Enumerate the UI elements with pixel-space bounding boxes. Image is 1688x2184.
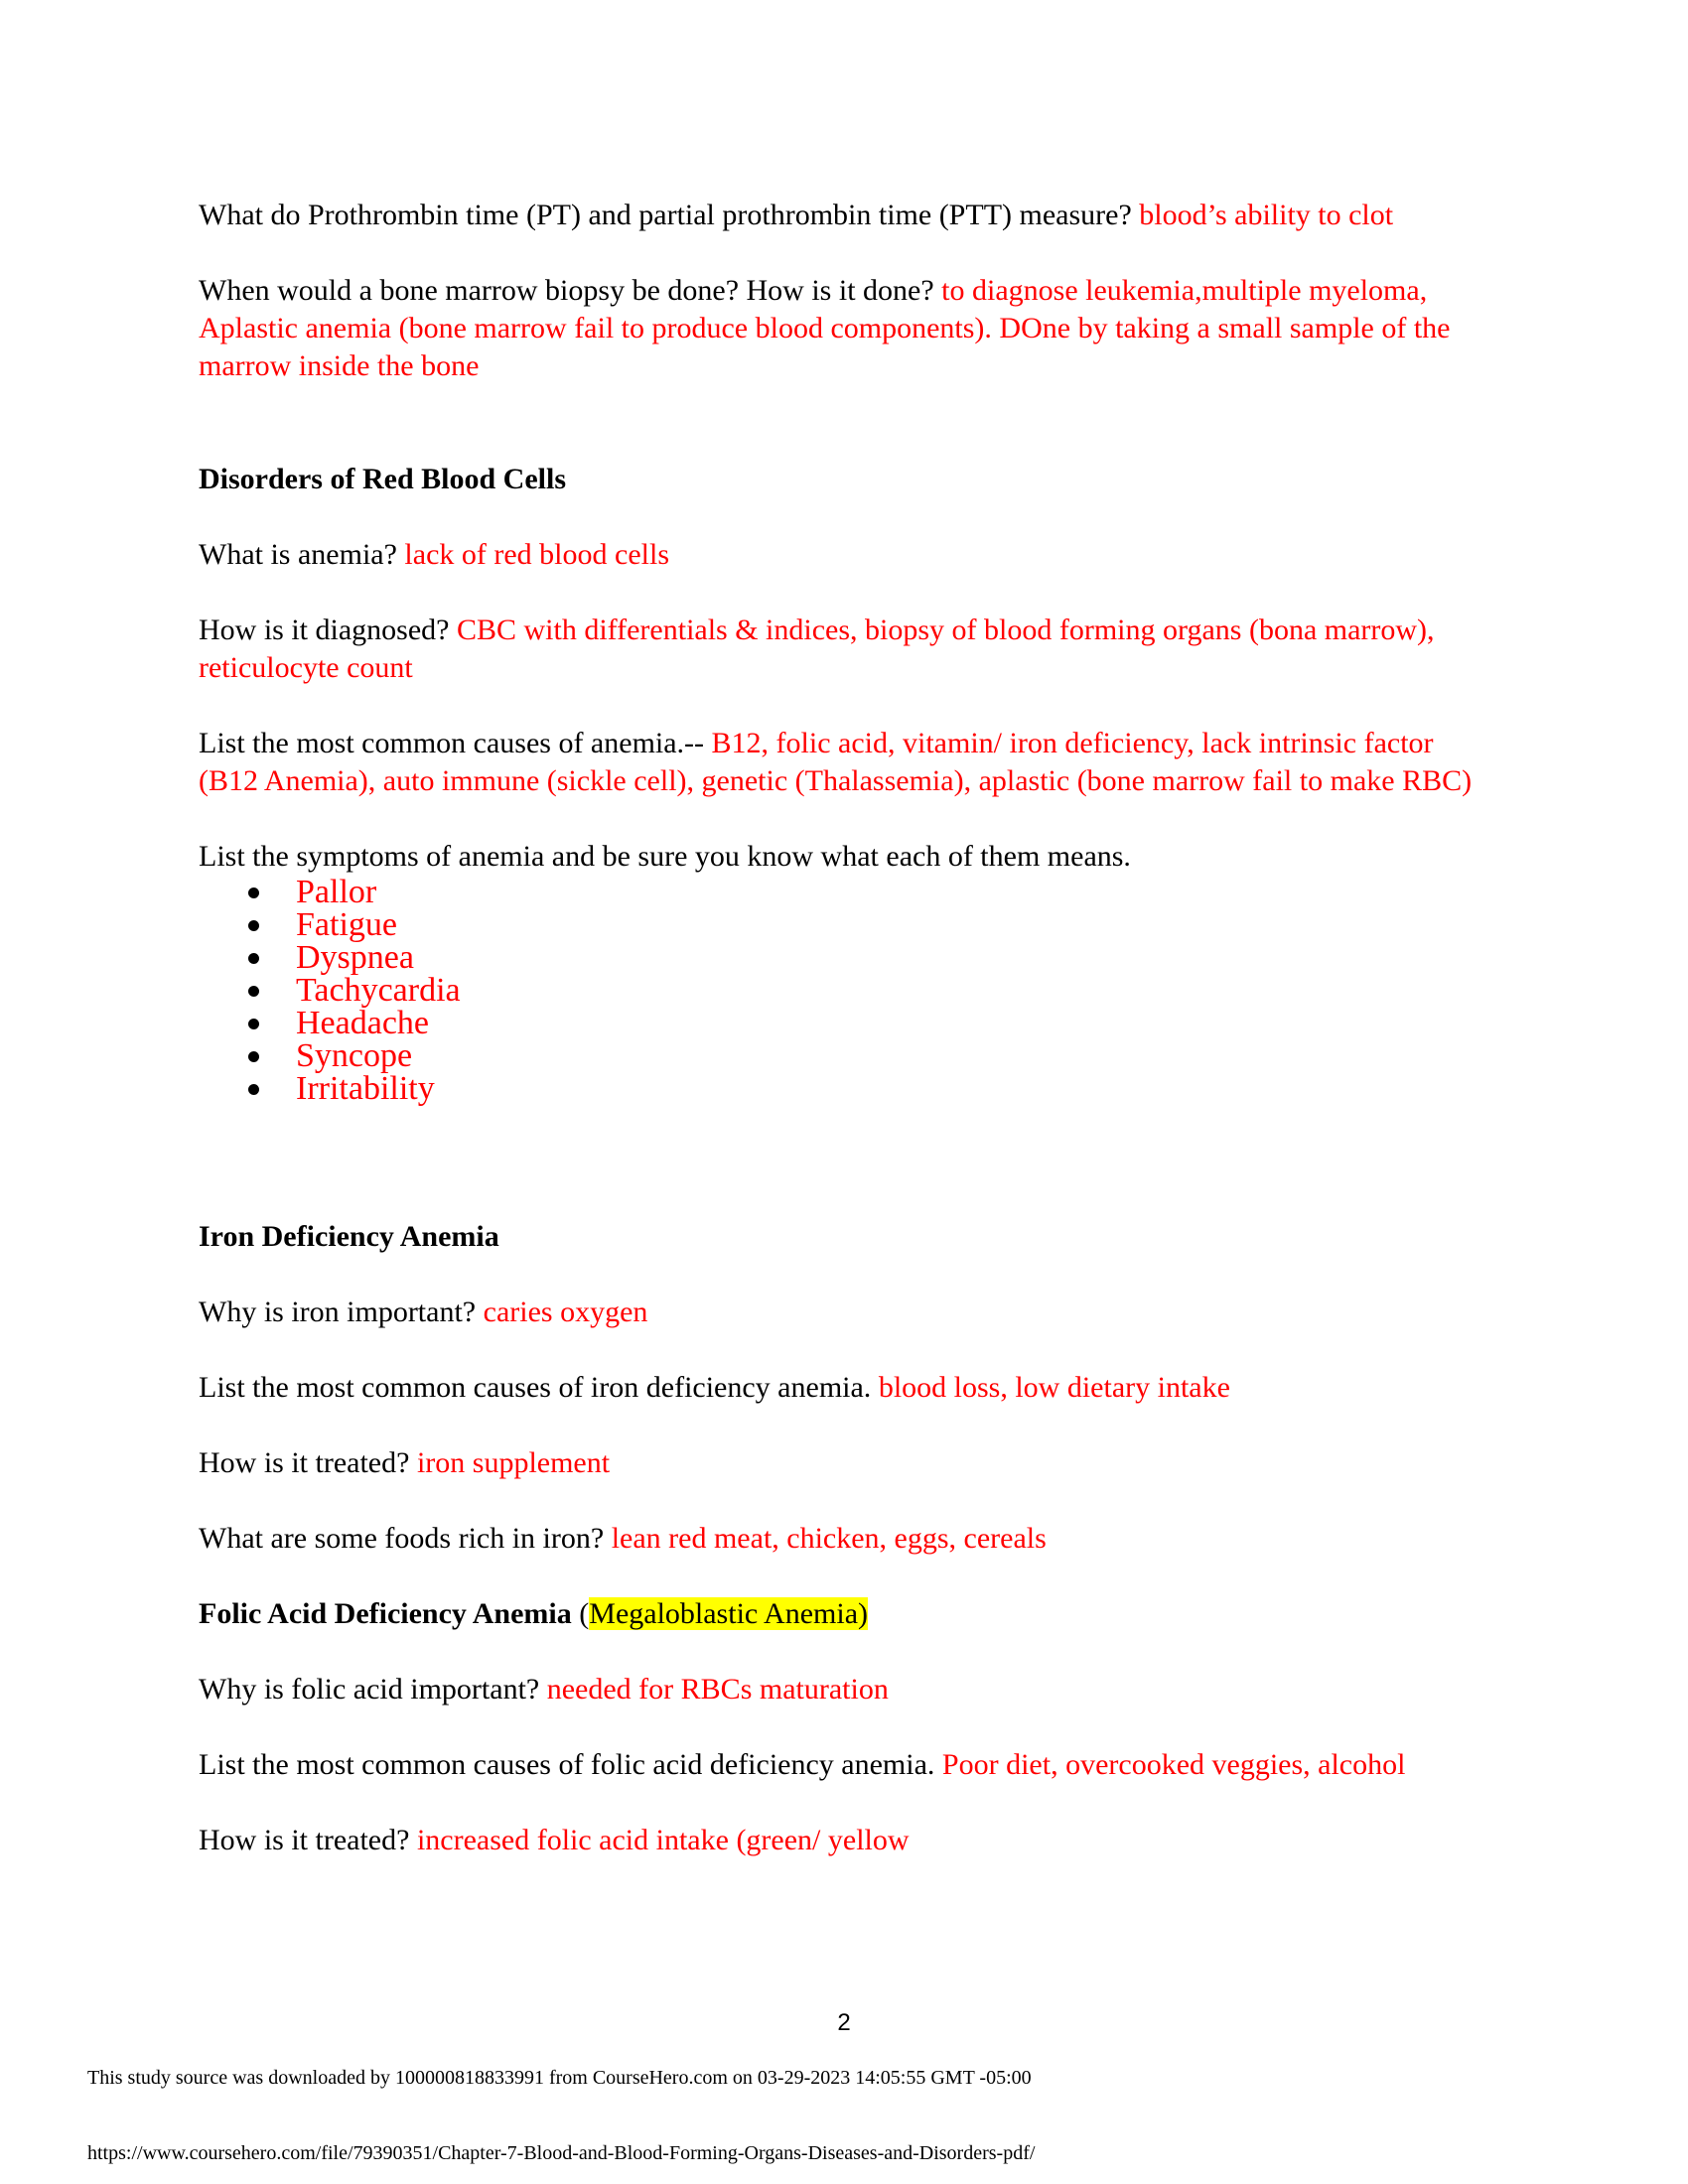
qa-iron-importance	[199, 1294, 1489, 1331]
answer: lean red meat, chicken, eggs, cereals	[611, 1522, 1047, 1555]
qa-pt-ptt	[199, 197, 1489, 234]
list-item: Pallor	[199, 876, 1489, 908]
qa-iron-foods	[199, 1520, 1489, 1558]
list-item: Tachycardia	[199, 974, 1489, 1007]
list-item: Headache	[199, 1007, 1489, 1039]
bullet-icon	[248, 887, 259, 898]
list-item: Syncope	[199, 1039, 1489, 1072]
question: List the most common causes of iron deficiency anemia.	[199, 1371, 879, 1404]
paren-open: (	[571, 1597, 590, 1630]
list-item: Irritability	[199, 1072, 1489, 1105]
bullet-icon	[248, 986, 259, 997]
answer: blood loss, low dietary intake	[878, 1371, 1230, 1404]
question: How is it treated?	[199, 1446, 417, 1479]
question: What is anemia?	[199, 538, 405, 571]
qa-folic-causes	[199, 1746, 1489, 1784]
answer: B12, folic acid, vitamin/ iron deficiency, lack intrinsic factor (B12 Anemia), auto immune (sickle cell), genetic (Thalassemia), aplastic (bone marrow fail to make RBC)	[199, 727, 1473, 797]
question: What do Prothrombin time (PT) and partial prothrombin time (PTT) measure?	[199, 199, 1140, 231]
source-url[interactable]: https://www.coursehero.com/file/79390351/Chapter-7-Blood-and-Blood-Forming-Organs-Diseases-and-Disorders-pdf/	[87, 2142, 1036, 2164]
bullet-icon	[248, 1051, 259, 1062]
question: How is it diagnosed?	[199, 614, 457, 646]
bullet-icon	[248, 920, 259, 931]
question: Why is folic acid important?	[199, 1673, 547, 1706]
question: List the most common causes of anemia.--	[199, 727, 712, 759]
qa-folic-treatment	[199, 1822, 1489, 1859]
answer: lack of red blood cells	[404, 538, 669, 571]
question: Why is iron important?	[199, 1296, 484, 1328]
answer: increased folic acid intake (green/ yellow	[416, 1824, 910, 1856]
symptom-list	[199, 876, 1489, 1105]
document-body	[199, 197, 1489, 1859]
bullet-icon	[248, 1084, 259, 1095]
answer: needed for RBCs maturation	[546, 1673, 889, 1706]
section-heading-folic	[199, 1595, 1489, 1633]
highlighted-text: Megaloblastic Anemia)	[589, 1597, 869, 1630]
question: List the symptoms of anemia and be sure you know what each of them means.	[199, 840, 1131, 873]
download-notice: This study source was downloaded by 100000818833991 from CourseHero.com on 03-29-2023 14:05:55 GMT -05:00	[87, 2067, 1032, 2089]
qa-what-is-anemia	[199, 536, 1489, 574]
qa-iron-causes	[199, 1369, 1489, 1407]
section-heading-iron: Iron Deficiency Anemia	[199, 1220, 499, 1253]
list-item: Dyspnea	[199, 941, 1489, 974]
bullet-icon	[248, 1019, 259, 1029]
page-number: 2	[837, 2009, 851, 2036]
answer: iron supplement	[416, 1446, 611, 1479]
answer: blood’s ability to clot	[1139, 199, 1394, 231]
question: What are some foods rich in iron?	[199, 1522, 612, 1555]
question: How is it treated?	[199, 1824, 417, 1856]
qa-symptoms	[199, 838, 1489, 876]
section-heading-rbc: Disorders of Red Blood Cells	[199, 463, 566, 495]
qa-folic-importance	[199, 1671, 1489, 1708]
bullet-icon	[248, 953, 259, 964]
qa-bone-marrow-biopsy	[199, 272, 1489, 385]
qa-diagnosis	[199, 612, 1489, 687]
qa-causes-anemia	[199, 725, 1489, 800]
answer: CBC with differentials & indices, biopsy of blood forming organs (bona marrow), reticulocyte count	[199, 614, 1435, 684]
list-item: Fatigue	[199, 908, 1489, 941]
answer: Poor diet, overcooked veggies, alcohol	[941, 1748, 1406, 1781]
question: List the most common causes of folic acid deficiency anemia.	[199, 1748, 942, 1781]
answer: caries oxygen	[483, 1296, 648, 1328]
qa-iron-treatment	[199, 1444, 1489, 1482]
answer: to diagnose leukemia,multiple myeloma, Aplastic anemia (bone marrow fail to produce blood components). DOne by taking a small sample of the marrow inside the bone	[199, 274, 1451, 382]
question: When would a bone marrow biopsy be done? How is it done?	[199, 274, 942, 307]
section-heading-folic-title: Folic Acid Deficiency Anemia	[199, 1597, 572, 1630]
